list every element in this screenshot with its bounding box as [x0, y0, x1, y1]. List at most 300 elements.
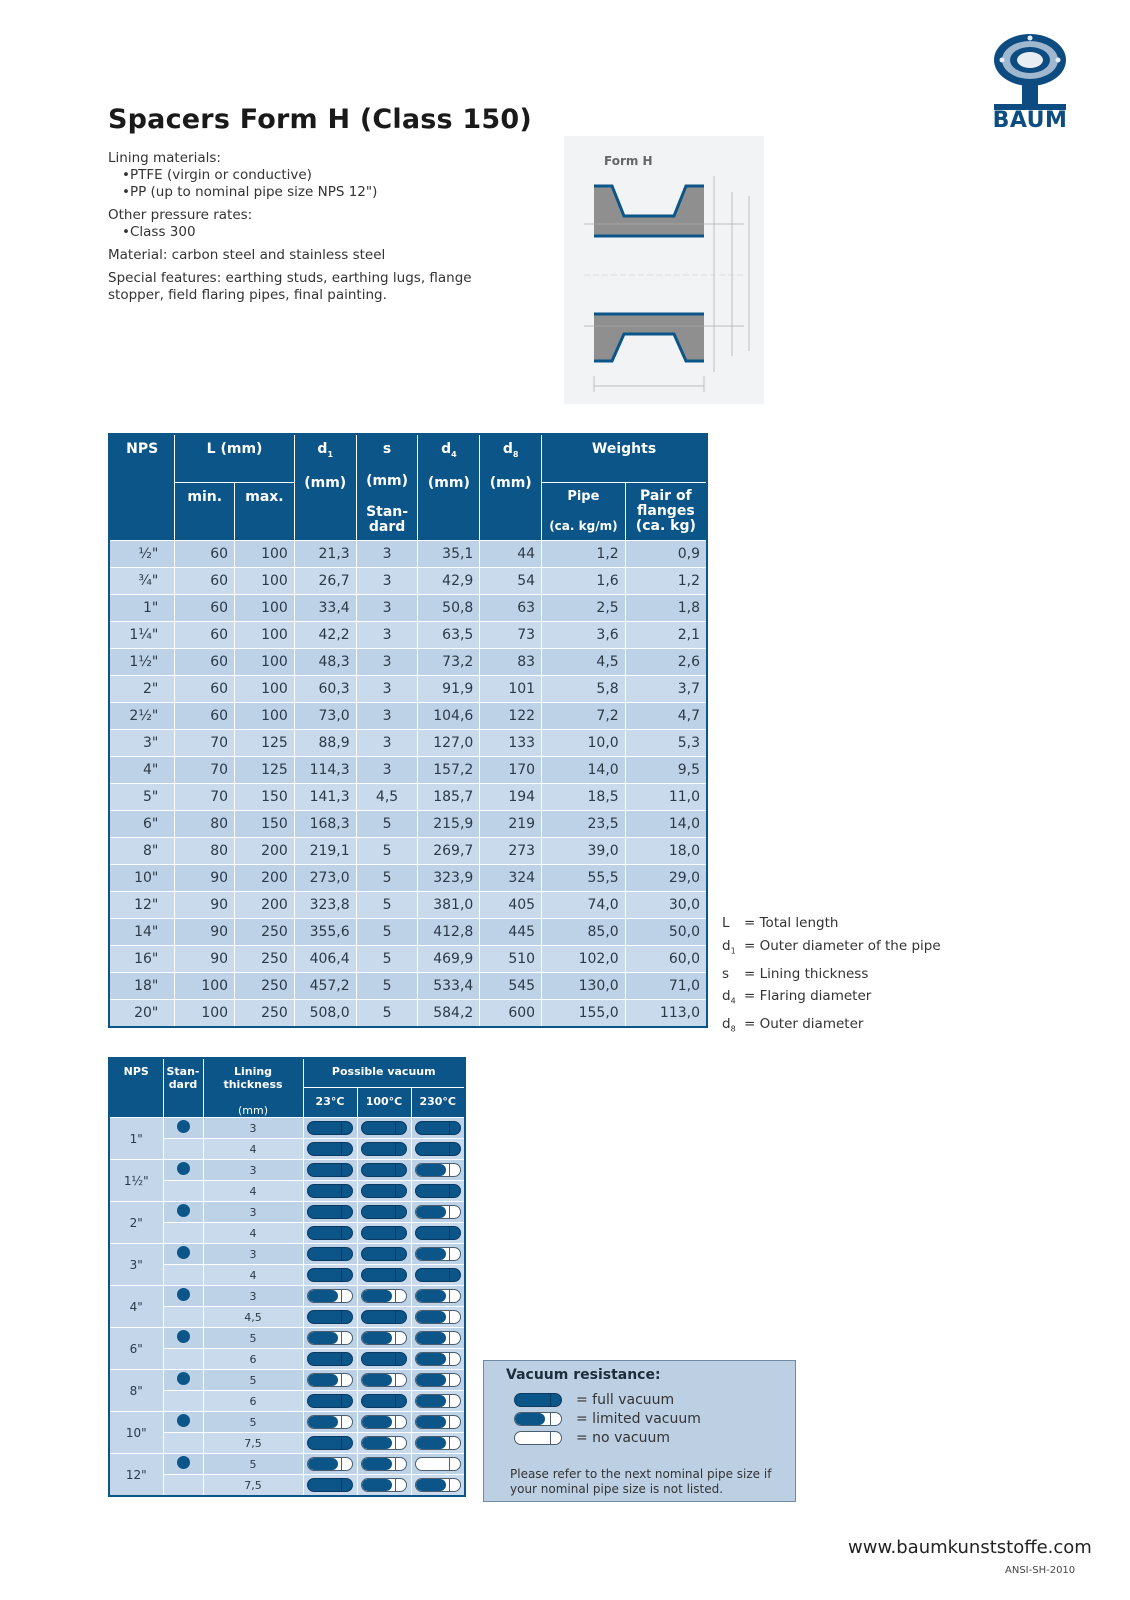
thickness-cell: 6 — [203, 1349, 303, 1370]
full-vacuum-icon — [307, 1205, 353, 1219]
table-cell: 10,0 — [542, 729, 626, 756]
legend-symbol-letter: d — [722, 988, 731, 1005]
table-row — [109, 540, 707, 567]
thickness-cell: 5 — [203, 1454, 303, 1475]
drawing-label: Form H — [604, 154, 653, 168]
full-vacuum-icon — [361, 1142, 407, 1156]
table-cell: 33,4 — [294, 594, 356, 621]
vac-header-nps: NPS — [109, 1058, 163, 1118]
vacuum-cell — [357, 1286, 411, 1307]
table-cell: 412,8 — [418, 918, 480, 945]
vacuum-cell — [411, 1139, 465, 1160]
table-cell: 74,0 — [542, 891, 626, 918]
vacuum-cell — [357, 1118, 411, 1139]
table-cell: 60,0 — [625, 945, 707, 972]
table-cell: 60 — [175, 594, 235, 621]
legend-item — [722, 1013, 941, 1041]
vacuum-cell — [357, 1454, 411, 1475]
footer-url[interactable]: www.baumkunststoffe.com — [848, 1537, 1092, 1558]
table-cell: 80 — [175, 837, 235, 864]
standard-dot-icon — [177, 1456, 190, 1469]
header-d4-unit: (mm) — [427, 474, 470, 491]
table-row — [109, 621, 707, 648]
table-cell: 114,3 — [294, 756, 356, 783]
header-d8-symbol: d — [502, 441, 513, 457]
table-cell: 5 — [356, 864, 418, 891]
table-cell: 122 — [480, 702, 542, 729]
vacuum-cell — [411, 1370, 465, 1391]
vacuum-cell — [411, 1328, 465, 1349]
table-cell: 5 — [356, 837, 418, 864]
vacuum-cell — [357, 1160, 411, 1181]
vac-header-vacuum: Possible vacuum — [303, 1058, 465, 1088]
table-cell: 5 — [356, 918, 418, 945]
table-cell: 42,2 — [294, 621, 356, 648]
full-vacuum-icon — [415, 1121, 461, 1135]
vacuum-nps-cell: 12" — [109, 1454, 163, 1497]
table-cell: 21,3 — [294, 540, 356, 567]
vacuum-cell — [303, 1454, 357, 1475]
limited-vacuum-icon — [361, 1331, 407, 1345]
vacuum-nps-cell: 1½" — [109, 1160, 163, 1202]
table-cell: 185,7 — [418, 783, 480, 810]
table-cell: 5,8 — [542, 675, 626, 702]
table-cell: 273,0 — [294, 864, 356, 891]
table-cell: 100 — [235, 540, 295, 567]
standard-dot-icon — [177, 1162, 190, 1175]
full-vacuum-icon — [361, 1184, 407, 1198]
table-cell: 23,5 — [542, 810, 626, 837]
nps-cell: 1½" — [109, 648, 175, 675]
limited-vacuum-icon — [415, 1247, 461, 1261]
table-row — [109, 567, 707, 594]
symbol-legend — [722, 912, 941, 1042]
vacuum-note: Please refer to the next nominal pipe size if your nominal pipe size is not listed. — [510, 1467, 772, 1496]
legend-symbol — [722, 935, 744, 963]
nps-cell: 2½" — [109, 702, 175, 729]
table-cell: 100 — [235, 675, 295, 702]
table-cell: 100 — [235, 567, 295, 594]
legend-item — [722, 985, 941, 1013]
table-cell: 100 — [235, 648, 295, 675]
vacuum-cell — [411, 1118, 465, 1139]
nps-cell: 18" — [109, 972, 175, 999]
limited-vacuum-icon — [415, 1289, 461, 1303]
standard-cell — [163, 1370, 203, 1391]
table-cell: 63 — [480, 594, 542, 621]
table-cell: 60 — [175, 540, 235, 567]
vacuum-cell — [411, 1160, 465, 1181]
table-cell: 381,0 — [418, 891, 480, 918]
lining-item: • PP (up to nominal pipe size NPS 12") — [122, 184, 528, 201]
thickness-cell: 3 — [203, 1118, 303, 1139]
vacuum-cell — [411, 1454, 465, 1475]
header-d8-sub: 8 — [512, 449, 519, 459]
full-vacuum-icon — [361, 1226, 407, 1240]
table-cell: 3 — [356, 567, 418, 594]
limited-vacuum-icon — [415, 1436, 461, 1450]
vacuum-key-none — [514, 1430, 670, 1446]
table-cell: 73,0 — [294, 702, 356, 729]
limited-vacuum-icon — [415, 1394, 461, 1408]
vac-header-standard: Stan- dard — [163, 1058, 203, 1118]
vacuum-cell — [303, 1349, 357, 1370]
table-cell: 250 — [235, 945, 295, 972]
table-cell: 130,0 — [542, 972, 626, 999]
vacuum-cell — [357, 1475, 411, 1497]
limited-vacuum-icon — [361, 1436, 407, 1450]
table-cell: 11,0 — [625, 783, 707, 810]
vacuum-cell — [411, 1181, 465, 1202]
dimensions-table-body — [109, 540, 707, 1027]
limited-vacuum-icon — [415, 1415, 461, 1429]
limited-vacuum-icon — [415, 1163, 461, 1177]
table-cell: 50,8 — [418, 594, 480, 621]
table-cell: 2,1 — [625, 621, 707, 648]
legend-item — [722, 963, 941, 986]
form-h-drawing — [564, 136, 764, 404]
table-cell: 250 — [235, 972, 295, 999]
table-cell: 30,0 — [625, 891, 707, 918]
table-cell: 125 — [235, 756, 295, 783]
table-cell: 5 — [356, 891, 418, 918]
header-d1-symbol: d — [317, 441, 328, 457]
vacuum-cell — [411, 1391, 465, 1412]
vacuum-nps-cell: 6" — [109, 1328, 163, 1370]
header-nps — [109, 434, 175, 540]
table-cell: 155,0 — [542, 999, 626, 1027]
legend-text: = Outer diameter of the pipe — [744, 937, 941, 954]
table-cell: 100 — [235, 621, 295, 648]
limited-vacuum-icon — [307, 1415, 353, 1429]
vacuum-cell — [357, 1139, 411, 1160]
lining-list — [108, 167, 528, 201]
nps-cell: 1¼" — [109, 621, 175, 648]
vacuum-row — [109, 1139, 465, 1160]
lining-item: • PTFE (virgin or conductive) — [122, 167, 528, 184]
vacuum-cell — [357, 1307, 411, 1328]
full-vacuum-icon — [307, 1352, 353, 1366]
header-d8-unit: (mm) — [489, 474, 532, 491]
vacuum-cell — [357, 1328, 411, 1349]
vacuum-cell — [411, 1307, 465, 1328]
standard-dot-icon — [177, 1372, 190, 1385]
table-cell: 219 — [480, 810, 542, 837]
legend-symbol — [722, 963, 744, 986]
vac-header-23c: 23°C — [303, 1088, 357, 1118]
table-cell: 60,3 — [294, 675, 356, 702]
standard-dot-icon — [177, 1204, 190, 1217]
table-cell: 44 — [480, 540, 542, 567]
table-cell: 168,3 — [294, 810, 356, 837]
table-cell: 457,2 — [294, 972, 356, 999]
thickness-cell: 5 — [203, 1412, 303, 1433]
vacuum-row — [109, 1118, 465, 1139]
limited-vacuum-icon — [307, 1457, 353, 1471]
header-d4 — [418, 434, 480, 540]
header-d1-unit: (mm) — [304, 474, 347, 491]
vac-header-100c: 100°C — [357, 1088, 411, 1118]
header-d1-sub: 1 — [327, 449, 334, 459]
nps-cell: 14" — [109, 918, 175, 945]
header-nps-label: NPS — [126, 441, 159, 457]
nps-cell: 16" — [109, 945, 175, 972]
table-cell: 88,9 — [294, 729, 356, 756]
table-cell: 125 — [235, 729, 295, 756]
standard-cell — [163, 1454, 203, 1475]
vacuum-cell — [357, 1412, 411, 1433]
vacuum-row — [109, 1391, 465, 1412]
header-pipe-label: Pipe — [567, 488, 600, 504]
table-cell: 3,7 — [625, 675, 707, 702]
vacuum-nps-cell: 1" — [109, 1118, 163, 1160]
full-vacuum-icon — [361, 1121, 407, 1135]
thickness-cell: 3 — [203, 1160, 303, 1181]
table-cell: 1,6 — [542, 567, 626, 594]
vacuum-cell — [357, 1244, 411, 1265]
vacuum-cell — [303, 1139, 357, 1160]
table-cell: 1,8 — [625, 594, 707, 621]
standard-cell — [163, 1223, 203, 1244]
table-cell: 71,0 — [625, 972, 707, 999]
header-s-standard: Stan- dard — [366, 504, 409, 535]
header-s-unit: (mm) — [366, 473, 409, 489]
vacuum-cell — [411, 1433, 465, 1454]
vacuum-cell — [357, 1433, 411, 1454]
table-cell: 3,6 — [542, 621, 626, 648]
standard-cell — [163, 1349, 203, 1370]
vacuum-row — [109, 1265, 465, 1286]
vacuum-cell — [411, 1349, 465, 1370]
standard-dot-icon — [177, 1246, 190, 1259]
thickness-cell: 3 — [203, 1202, 303, 1223]
full-vacuum-icon — [307, 1310, 353, 1324]
vacuum-cell — [303, 1286, 357, 1307]
table-cell: 73,2 — [418, 648, 480, 675]
standard-cell — [163, 1202, 203, 1223]
table-cell: 323,9 — [418, 864, 480, 891]
thickness-cell: 3 — [203, 1286, 303, 1307]
limited-vacuum-icon — [361, 1457, 407, 1471]
table-cell: 90 — [175, 918, 235, 945]
standard-dot-icon — [177, 1414, 190, 1427]
table-cell: 3 — [356, 702, 418, 729]
table-cell: 104,6 — [418, 702, 480, 729]
thickness-cell: 7,5 — [203, 1475, 303, 1497]
limited-vacuum-icon — [415, 1352, 461, 1366]
vacuum-cell — [411, 1223, 465, 1244]
vacuum-row — [109, 1349, 465, 1370]
header-pipe — [542, 482, 626, 540]
full-vacuum-icon — [415, 1268, 461, 1282]
table-cell: 42,9 — [418, 567, 480, 594]
none-vacuum-icon — [415, 1457, 461, 1471]
table-cell: 54 — [480, 567, 542, 594]
header-d1 — [294, 434, 356, 540]
legend-symbol-letter: s — [722, 965, 730, 982]
legend-symbol — [722, 1013, 744, 1041]
vacuum-cell — [303, 1475, 357, 1497]
standard-dot-icon — [177, 1120, 190, 1133]
vacuum-legend-title: Vacuum resistance: — [506, 1367, 661, 1383]
thickness-cell: 4,5 — [203, 1307, 303, 1328]
pressure-item: • Class 300 — [122, 224, 528, 241]
vacuum-cell — [303, 1223, 357, 1244]
limited-vacuum-icon — [361, 1373, 407, 1387]
table-row — [109, 702, 707, 729]
vacuum-cell — [411, 1412, 465, 1433]
table-cell: 127,0 — [418, 729, 480, 756]
table-cell: 90 — [175, 945, 235, 972]
vacuum-key-none-label: = no vacuum — [576, 1430, 671, 1446]
standard-cell — [163, 1412, 203, 1433]
vacuum-row — [109, 1181, 465, 1202]
vacuum-cell — [411, 1475, 465, 1497]
table-cell: 600 — [480, 999, 542, 1027]
header-d4-sub: 4 — [451, 449, 457, 459]
limited-vacuum-icon — [361, 1289, 407, 1303]
table-row — [109, 810, 707, 837]
table-cell: 4,5 — [356, 783, 418, 810]
vacuum-cell — [303, 1370, 357, 1391]
header-l: L (mm) — [175, 434, 294, 482]
table-row — [109, 729, 707, 756]
table-cell: 26,7 — [294, 567, 356, 594]
table-cell: 406,4 — [294, 945, 356, 972]
table-cell: 60 — [175, 675, 235, 702]
table-cell: 200 — [235, 891, 295, 918]
table-cell: 35,1 — [418, 540, 480, 567]
table-cell: 113,0 — [625, 999, 707, 1027]
table-cell: 250 — [235, 999, 295, 1027]
limited-vacuum-icon — [514, 1412, 562, 1426]
table-row — [109, 837, 707, 864]
full-vacuum-icon — [307, 1436, 353, 1450]
legend-text: = Flaring diameter — [744, 988, 872, 1005]
table-cell: 219,1 — [294, 837, 356, 864]
header-max: max. — [235, 482, 295, 540]
vacuum-row — [109, 1223, 465, 1244]
table-cell: 200 — [235, 864, 295, 891]
table-cell: 324 — [480, 864, 542, 891]
thickness-cell: 4 — [203, 1223, 303, 1244]
thickness-cell: 5 — [203, 1370, 303, 1391]
table-row — [109, 891, 707, 918]
table-cell: 3 — [356, 729, 418, 756]
table-cell: 39,0 — [542, 837, 626, 864]
lining-label: Lining materials: — [108, 150, 221, 166]
header-s — [356, 434, 418, 540]
table-cell: 5,3 — [625, 729, 707, 756]
logo-text: BAUM — [992, 108, 1068, 133]
header-d8 — [480, 434, 542, 540]
vacuum-row — [109, 1475, 465, 1497]
special-features-text: Special features: earthing studs, earthing lugs, flange stopper, field flaring pipes, final painting. — [108, 270, 472, 303]
thickness-cell: 4 — [203, 1265, 303, 1286]
vacuum-row — [109, 1202, 465, 1223]
vacuum-row — [109, 1244, 465, 1265]
vacuum-cell — [411, 1265, 465, 1286]
legend-symbol-letter: L — [722, 915, 730, 931]
vacuum-cell — [303, 1118, 357, 1139]
nps-cell: 5" — [109, 783, 175, 810]
page-title: Spacers Form H (Class 150) — [108, 104, 532, 135]
vacuum-cell — [303, 1244, 357, 1265]
document-code: ANSI-SH-2010 — [1005, 1565, 1076, 1576]
vac-header-thickness-label: Lining thickness — [223, 1065, 283, 1091]
table-row — [109, 972, 707, 999]
standard-cell — [163, 1307, 203, 1328]
table-row — [109, 918, 707, 945]
table-cell: 14,0 — [625, 810, 707, 837]
vacuum-cell — [303, 1265, 357, 1286]
nps-cell: 8" — [109, 837, 175, 864]
table-cell: 63,5 — [418, 621, 480, 648]
table-cell: 3 — [356, 675, 418, 702]
table-cell: 510 — [480, 945, 542, 972]
table-cell: 83 — [480, 648, 542, 675]
limited-vacuum-icon — [415, 1331, 461, 1345]
table-cell: 150 — [235, 810, 295, 837]
vacuum-nps-cell: 2" — [109, 1202, 163, 1244]
table-cell: 60 — [175, 702, 235, 729]
table-cell: 100 — [235, 702, 295, 729]
vacuum-row — [109, 1160, 465, 1181]
limited-vacuum-icon — [307, 1289, 353, 1303]
standard-cell — [163, 1265, 203, 1286]
vacuum-cell — [303, 1307, 357, 1328]
table-cell: 2,6 — [625, 648, 707, 675]
table-cell: 14,0 — [542, 756, 626, 783]
vacuum-key-full — [514, 1392, 674, 1408]
table-cell: 80 — [175, 810, 235, 837]
header-min: min. — [175, 482, 235, 540]
table-cell: 2,5 — [542, 594, 626, 621]
table-cell: 29,0 — [625, 864, 707, 891]
table-cell: 7,2 — [542, 702, 626, 729]
nps-cell: 1" — [109, 594, 175, 621]
table-cell: 91,9 — [418, 675, 480, 702]
table-cell: 157,2 — [418, 756, 480, 783]
table-cell: 55,5 — [542, 864, 626, 891]
limited-vacuum-icon — [415, 1478, 461, 1492]
table-cell: 170 — [480, 756, 542, 783]
full-vacuum-icon — [415, 1184, 461, 1198]
standard-cell — [163, 1244, 203, 1265]
full-vacuum-icon — [307, 1226, 353, 1240]
full-vacuum-icon — [307, 1121, 353, 1135]
vacuum-cell — [303, 1181, 357, 1202]
vacuum-row — [109, 1412, 465, 1433]
table-cell: 469,9 — [418, 945, 480, 972]
full-vacuum-icon — [307, 1394, 353, 1408]
nps-cell: ¾" — [109, 567, 175, 594]
vacuum-cell — [303, 1433, 357, 1454]
legend-symbol-letter: d — [722, 937, 731, 954]
nps-cell: 6" — [109, 810, 175, 837]
table-cell: 3 — [356, 540, 418, 567]
standard-cell — [163, 1328, 203, 1349]
vacuum-nps-cell: 10" — [109, 1412, 163, 1454]
table-row — [109, 756, 707, 783]
vacuum-cell — [303, 1328, 357, 1349]
vacuum-cell — [411, 1286, 465, 1307]
header-d4-symbol: d — [441, 441, 452, 457]
vacuum-cell — [303, 1412, 357, 1433]
vacuum-cell — [411, 1202, 465, 1223]
table-cell: 3 — [356, 648, 418, 675]
table-cell: 70 — [175, 756, 235, 783]
